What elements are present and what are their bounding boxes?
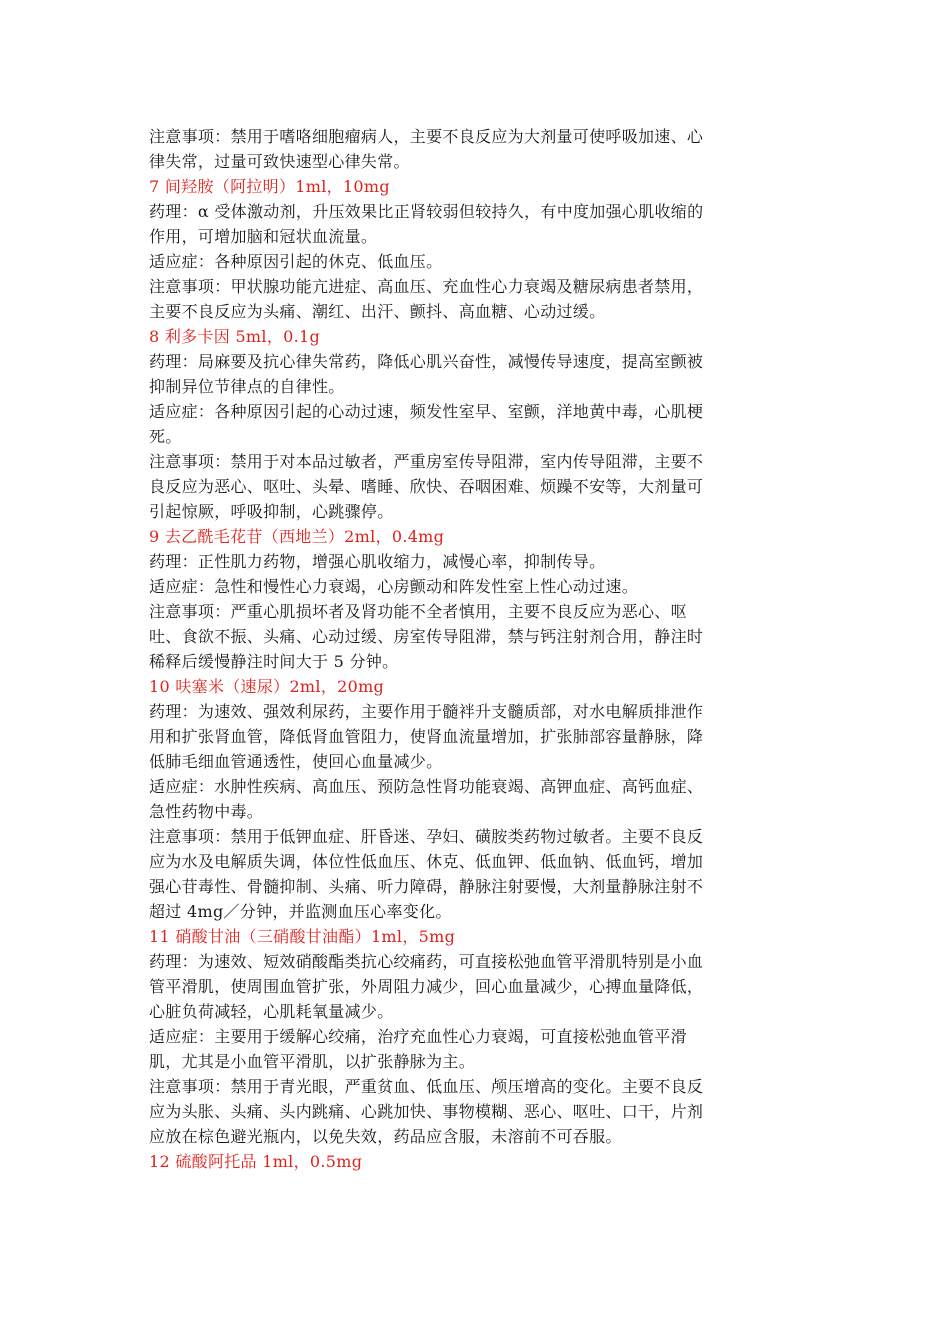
drug-heading-12: 12 硫酸阿托品 1ml，0.5mg: [149, 1152, 363, 1171]
drug-heading-8: 8 利多卡因 5ml，0.1g: [149, 327, 321, 346]
drug-heading-10: 10 呋塞米（速尿）2ml，20mg: [149, 677, 385, 696]
text-line: 应为水及电解质失调，体位性低血压、休克、低血钾、低血钠、低血钙，增加: [149, 852, 704, 871]
text-line: 心脏负荷减轻，心肌耗氧量减少。: [149, 1002, 394, 1021]
text-line: 药理：局麻要及抗心律失常药，降低心肌兴奋性，减慢传导速度，提高室颤被: [149, 352, 704, 371]
text-line: 注意事项：严重心肌损坏者及肾功能不全者慎用，主要不良反应为恶心、呕: [149, 602, 687, 621]
text-line: 主要不良反应为头痛、潮红、出汗、颤抖、高血糖、心动过缓。: [149, 302, 606, 321]
text-line: 超过 4mg／分钟，并监测血压心率变化。: [149, 902, 452, 921]
text-line: 用和扩张肾血管，降低肾血管阻力，使肾血流量增加，扩张肺部容量静脉，降: [149, 727, 704, 746]
text-line: 肌，尤其是小血管平滑肌，以扩张静脉为主。: [149, 1052, 476, 1071]
text-line: 吐、食欲不振、头痛、心动过缓、房室传导阻滞，禁与钙注射剂合用，静注时: [149, 627, 704, 646]
text-line: 适应症：主要用于缓解心绞痛，治疗充血性心力衰竭，可直接松弛血管平滑: [149, 1027, 687, 1046]
text-line: 应为头胀、头痛、头内跳痛、心跳加快、事物模糊、恶心、呕吐、口干，片剂: [149, 1102, 704, 1121]
text-line: 适应症：水肿性疾病、高血压、预防急性肾功能衰竭、高钾血症、高钙血症、: [149, 777, 704, 796]
text-line: 注意事项：禁用于对本品过敏者，严重房室传导阻滞，室内传导阻滞，主要不: [149, 452, 704, 471]
text-line: 稀释后缓慢静注时间大于 5 分钟。: [149, 652, 399, 671]
text-line: 药理：为速效、短效硝酸酯类抗心绞痛药，可直接松弛血管平滑肌特别是小血: [149, 952, 704, 971]
text-line: 律失常，过量可致快速型心律失常。: [149, 152, 410, 171]
drug-heading-11: 11 硝酸甘油（三硝酸甘油酯）1ml，5mg: [149, 927, 456, 946]
text-line: 应放在棕色避光瓶内，以免失效，药品应含服，未溶前不可吞服。: [149, 1127, 622, 1146]
drug-heading-7: 7 间羟胺（阿拉明）1ml，10mg: [149, 177, 390, 196]
text-line: 药理：为速效、强效利尿药，主要作用于髓袢升支髓质部，对水电解质排泄作: [149, 702, 704, 721]
text-line: 注意事项：禁用于嗜咯细胞瘤病人，主要不良反应为大剂量可使呼吸加速、心: [149, 127, 704, 146]
text-line: 作用，可增加脑和冠状血流量。: [149, 227, 378, 246]
text-line: 急性药物中毒。: [149, 802, 264, 821]
text-line: 注意事项：禁用于青光眼，严重贫血、低血压、颅压增高的变化。主要不良反: [149, 1077, 704, 1096]
text-line: 死。: [149, 427, 182, 446]
text-line: 药理：正性肌力药物，增强心肌收缩力，减慢心率，抑制传导。: [149, 552, 606, 571]
text-line: 注意事项：禁用于低钾血症、肝昏迷、孕妇、磺胺类药物过敏者。主要不良反: [149, 827, 704, 846]
text-line: 抑制异位节律点的自律性。: [149, 377, 345, 396]
text-line: 管平滑肌，使周围血管扩张，外周阻力减少，回心血量减少，心搏血量降低，: [149, 977, 704, 996]
text-line: 强心苷毒性、骨髓抑制、头痛、听力障碍，静脉注射要慢，大剂量静脉注射不: [149, 877, 704, 896]
text-line: 注意事项：甲状腺功能亢进症、高血压、充血性心力衰竭及糖尿病患者禁用，: [149, 277, 704, 296]
drug-heading-9: 9 去乙酰毛花苷（西地兰）2ml，0.4mg: [149, 527, 445, 546]
text-line: 适应症：急性和慢性心力衰竭，心房颤动和阵发性室上性心动过速。: [149, 577, 639, 596]
text-line: 适应症：各种原因引起的心动过速，频发性室早、室颤，洋地黄中毒，心肌梗: [149, 402, 704, 421]
text-line: 药理：α 受体激动剂，升压效果比正肾较弱但较持久，有中度加强心肌收缩的: [149, 202, 704, 221]
text-line: 引起惊厥，呼吸抑制，心跳骤停。: [149, 502, 394, 521]
text-line: 良反应为恶心、呕吐、头晕、嗜睡、欣快、吞咽困难、烦躁不安等，大剂量可: [149, 477, 704, 496]
text-line: 适应症：各种原因引起的休克、低血压。: [149, 252, 443, 271]
text-line: 低肺毛细血管通透性，使回心血量减少。: [149, 752, 443, 771]
document-page: [149, 124, 809, 1174]
